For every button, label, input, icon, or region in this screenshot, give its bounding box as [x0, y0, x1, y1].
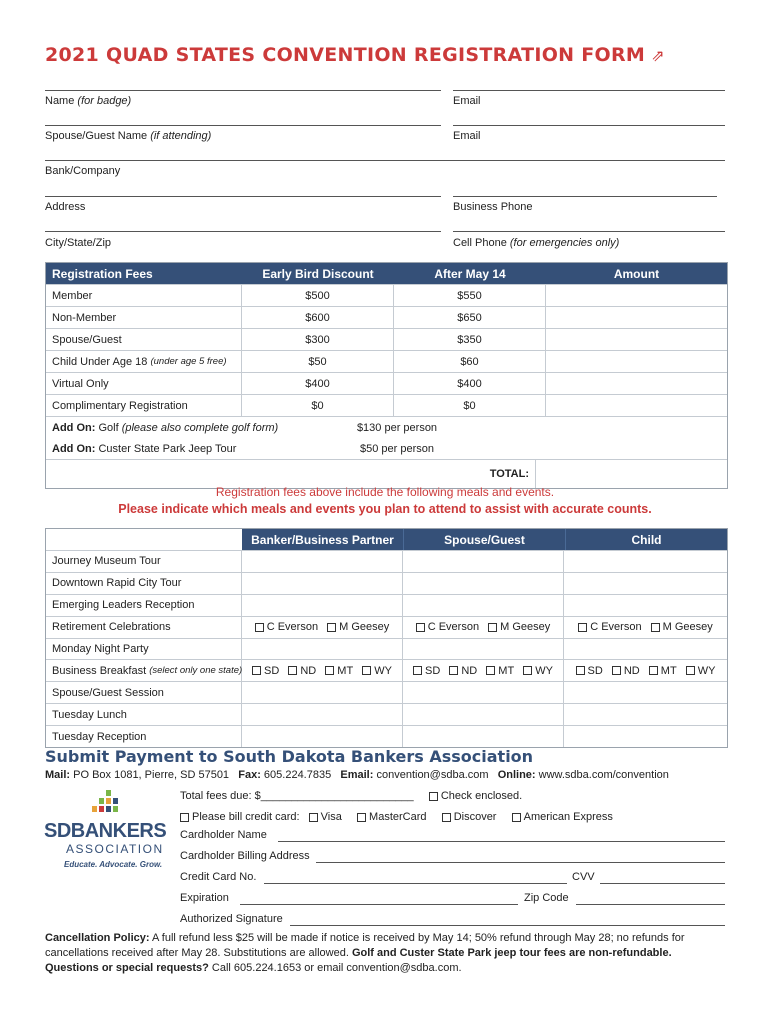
- zip-label: Zip Code: [524, 892, 569, 904]
- card-options: Please bill credit card: Visa MasterCard Discover American Express: [180, 811, 613, 823]
- banker-cell[interactable]: [242, 682, 403, 703]
- option-checkbox[interactable]: [325, 666, 334, 675]
- meal-label: Spouse/Guest Session: [46, 682, 242, 703]
- discover-checkbox[interactable]: [442, 813, 451, 822]
- addon-golf-row[interactable]: Add On: Golf (please also complete golf form) $130 per person: [46, 416, 727, 438]
- fee-row: [46, 284, 727, 306]
- business-phone-line[interactable]: [453, 196, 717, 197]
- billing-line[interactable]: [316, 862, 725, 863]
- fee-early: $400: [242, 373, 394, 394]
- option-checkbox[interactable]: [252, 666, 261, 675]
- email-label: Email: [453, 95, 481, 107]
- billing-label: Cardholder Billing Address: [180, 850, 310, 862]
- cell-label: Cell Phone (for emergencies only): [453, 237, 620, 249]
- meal-row: [46, 703, 727, 725]
- spouse-cell[interactable]: [403, 595, 564, 616]
- fee-row: [46, 306, 727, 328]
- spouse-cell[interactable]: [403, 639, 564, 660]
- option-checkbox[interactable]: [362, 666, 371, 675]
- option-checkbox[interactable]: [649, 666, 658, 675]
- fee-amount-cell[interactable]: [546, 373, 727, 394]
- total-due-field[interactable]: Total fees due: $_________________________ Check enclosed.: [180, 790, 523, 802]
- meal-row: [46, 638, 727, 660]
- check-checkbox[interactable]: [429, 792, 438, 801]
- signature-line[interactable]: [290, 925, 725, 926]
- child-cell[interactable]: [564, 682, 727, 703]
- fee-after: $350: [394, 329, 546, 350]
- meals-header-child: Child: [565, 529, 727, 550]
- fee-row: [46, 394, 727, 416]
- fee-amount-cell[interactable]: [546, 307, 727, 328]
- meal-label: Tuesday Lunch: [46, 704, 242, 725]
- business-phone-label: Business Phone: [453, 201, 533, 213]
- fee-amount-cell[interactable]: [546, 329, 727, 350]
- meal-label: Monday Night Party: [46, 639, 242, 660]
- meal-row: [46, 572, 727, 594]
- total-row: [46, 459, 727, 488]
- banker-cell[interactable]: [242, 704, 403, 725]
- email2-line[interactable]: [453, 125, 725, 126]
- fee-after: $0: [394, 395, 546, 416]
- meal-row: [46, 659, 727, 681]
- child-cell[interactable]: [564, 573, 727, 594]
- option-checkbox[interactable]: [288, 666, 297, 675]
- meal-label: Downtown Rapid City Tour: [46, 573, 242, 594]
- page-title: 2021 QUAD STATES CONVENTION REGISTRATION FORM ⇗: [45, 44, 665, 66]
- child-cell[interactable]: [564, 639, 727, 660]
- option-checkbox[interactable]: [486, 666, 495, 675]
- fee-early: $0: [242, 395, 394, 416]
- meals-header-banker: Banker/Business Partner: [242, 529, 403, 550]
- fee-label: Virtual Only: [46, 373, 242, 394]
- cell-line[interactable]: [453, 231, 725, 232]
- banker-cell[interactable]: [242, 573, 403, 594]
- option-checkbox[interactable]: [413, 666, 422, 675]
- spouse-cell[interactable]: [403, 573, 564, 594]
- fee-early: $50: [242, 351, 394, 372]
- fee-amount-cell[interactable]: [546, 351, 727, 372]
- option-checkbox[interactable]: [686, 666, 695, 675]
- expiration-label: Expiration: [180, 892, 229, 904]
- banker-cell[interactable]: [242, 595, 403, 616]
- fee-row: [46, 328, 727, 350]
- email2-label: Email: [453, 130, 481, 142]
- option-checkbox[interactable]: [416, 623, 425, 632]
- fee-early: $600: [242, 307, 394, 328]
- card-number-line[interactable]: [264, 883, 567, 884]
- card-number-label: Credit Card No.: [180, 871, 257, 883]
- name-line[interactable]: [45, 90, 441, 91]
- fee-after: $550: [394, 285, 546, 306]
- banker-cell[interactable]: [242, 726, 403, 747]
- fee-early: $300: [242, 329, 394, 350]
- spouse-cell[interactable]: C Everson M Geesey: [403, 617, 564, 638]
- submit-contacts: Mail: PO Box 1081, Pierre, SD 57501 Fax: 605.224.7835 Email: convention@sdba.com Online: www.sdba.com/convention: [45, 769, 669, 781]
- cvv-label: CVV: [572, 871, 595, 883]
- logo-tagline: Educate. Advocate. Grow.: [64, 860, 163, 869]
- meals-note: Registration fees above include the following meals and events.: [215, 485, 555, 499]
- addon-jeep-row[interactable]: Add On: Custer State Park Jeep Tour $50 per person: [52, 442, 434, 455]
- meal-label: Journey Museum Tour: [46, 551, 242, 572]
- fees-header-label: Registration Fees: [52, 266, 153, 281]
- cancellation-policy: Cancellation Policy: A full refund less $25 will be made if notice is received by May 14; 50% refund through May 28; no refunds for cancellations received after May 28. Substitutions are allowed. Golf and Custer State Park jeep tour fees are non-refundable. Questions or special requests? Call 605.224.1653 or email convention@sdba.com.: [45, 932, 685, 974]
- option-checkbox[interactable]: [651, 623, 660, 632]
- spouse-cell[interactable]: [403, 726, 564, 747]
- meal-label: Business Breakfast (select only one state): [46, 660, 242, 681]
- banker-cell[interactable]: [242, 551, 403, 572]
- fee-after: $400: [394, 373, 546, 394]
- child-cell[interactable]: [564, 726, 727, 747]
- banker-cell[interactable]: SD ND MT WY: [242, 660, 403, 681]
- cardholder-line[interactable]: [278, 841, 725, 842]
- registration-fees-table: [45, 262, 728, 489]
- submit-heading: Submit Payment to South Dakota Bankers Association: [45, 747, 534, 766]
- email-line[interactable]: [453, 90, 725, 91]
- name-label: Name (for badge): [45, 95, 132, 107]
- fee-label: Non-Member: [46, 307, 242, 328]
- fee-label: Child Under Age 18 (under age 5 free): [46, 351, 242, 372]
- meal-row: [46, 550, 727, 572]
- meals-header: [46, 529, 727, 550]
- fee-amount-cell[interactable]: [546, 395, 727, 416]
- fees-header-amount: Amount: [613, 266, 660, 281]
- child-cell[interactable]: [564, 551, 727, 572]
- bill-card-checkbox[interactable]: [180, 813, 189, 822]
- fees-header-after: After May 14: [434, 266, 506, 281]
- child-cell[interactable]: [564, 704, 727, 725]
- total-amount-cell[interactable]: [536, 460, 727, 488]
- meal-row: [46, 594, 727, 616]
- option-checkbox[interactable]: [327, 623, 336, 632]
- option-checkbox[interactable]: [449, 666, 458, 675]
- fees-header-early: Early Bird Discount: [262, 266, 374, 281]
- visa-checkbox[interactable]: [309, 813, 318, 822]
- bank-line[interactable]: [45, 160, 725, 161]
- fee-early: $500: [242, 285, 394, 306]
- logo-association: ASSOCIATION: [66, 842, 164, 856]
- fee-after: $650: [394, 307, 546, 328]
- child-cell[interactable]: [564, 595, 727, 616]
- zip-line[interactable]: [576, 904, 725, 905]
- address-line[interactable]: [45, 196, 441, 197]
- fee-row: [46, 372, 727, 394]
- meal-label: Retirement Celebrations: [46, 617, 242, 638]
- city-line[interactable]: [45, 231, 441, 232]
- option-checkbox[interactable]: [523, 666, 532, 675]
- fee-row: [46, 350, 727, 372]
- banker-cell[interactable]: [242, 639, 403, 660]
- meal-label: Emerging Leaders Reception: [46, 595, 242, 616]
- meals-events-table: [45, 528, 728, 748]
- amex-checkbox[interactable]: [512, 813, 521, 822]
- bank-label: Bank/Company: [45, 165, 121, 177]
- option-checkbox[interactable]: [612, 666, 621, 675]
- signature-label: Authorized Signature: [180, 913, 283, 925]
- fees-header: [46, 263, 727, 284]
- city-label: City/State/Zip: [45, 237, 112, 249]
- logo-wordmark: SDBANKERS: [44, 820, 167, 842]
- fee-label: Complimentary Registration: [46, 395, 242, 416]
- cardholder-label: Cardholder Name: [180, 829, 267, 841]
- share-icon[interactable]: ⇗: [651, 46, 665, 65]
- spouse-line[interactable]: [45, 125, 441, 126]
- total-label: TOTAL:: [46, 460, 536, 488]
- mastercard-checkbox[interactable]: [357, 813, 366, 822]
- spouse-cell[interactable]: [403, 704, 564, 725]
- fee-label: Spouse/Guest: [46, 329, 242, 350]
- banker-cell[interactable]: C Everson M Geesey: [242, 617, 403, 638]
- spouse-cell[interactable]: SD ND MT WY: [403, 660, 564, 681]
- cvv-line[interactable]: [600, 883, 725, 884]
- meal-row: [46, 681, 727, 703]
- child-cell[interactable]: C Everson M Geesey: [564, 617, 727, 638]
- spouse-cell[interactable]: [403, 682, 564, 703]
- spouse-label: Spouse/Guest Name (if attending): [45, 130, 212, 142]
- meal-row: [46, 616, 727, 638]
- option-checkbox[interactable]: [578, 623, 587, 632]
- fee-after: $60: [394, 351, 546, 372]
- meal-label: Tuesday Reception: [46, 726, 242, 747]
- option-checkbox[interactable]: [576, 666, 585, 675]
- address-label: Address: [45, 201, 86, 213]
- fee-label: Member: [46, 285, 242, 306]
- meal-row: [46, 725, 727, 747]
- meals-instruction: Please indicate which meals and events you plan to attend to assist with accurate counts.: [118, 502, 652, 516]
- meals-header-spouse: Spouse/Guest: [403, 529, 565, 550]
- option-checkbox[interactable]: [488, 623, 497, 632]
- spouse-cell[interactable]: [403, 551, 564, 572]
- child-cell[interactable]: SD ND MT WY: [564, 660, 727, 681]
- fee-amount-cell[interactable]: [546, 285, 727, 306]
- option-checkbox[interactable]: [255, 623, 264, 632]
- expiration-line[interactable]: [240, 904, 518, 905]
- sdba-logo: [44, 790, 174, 870]
